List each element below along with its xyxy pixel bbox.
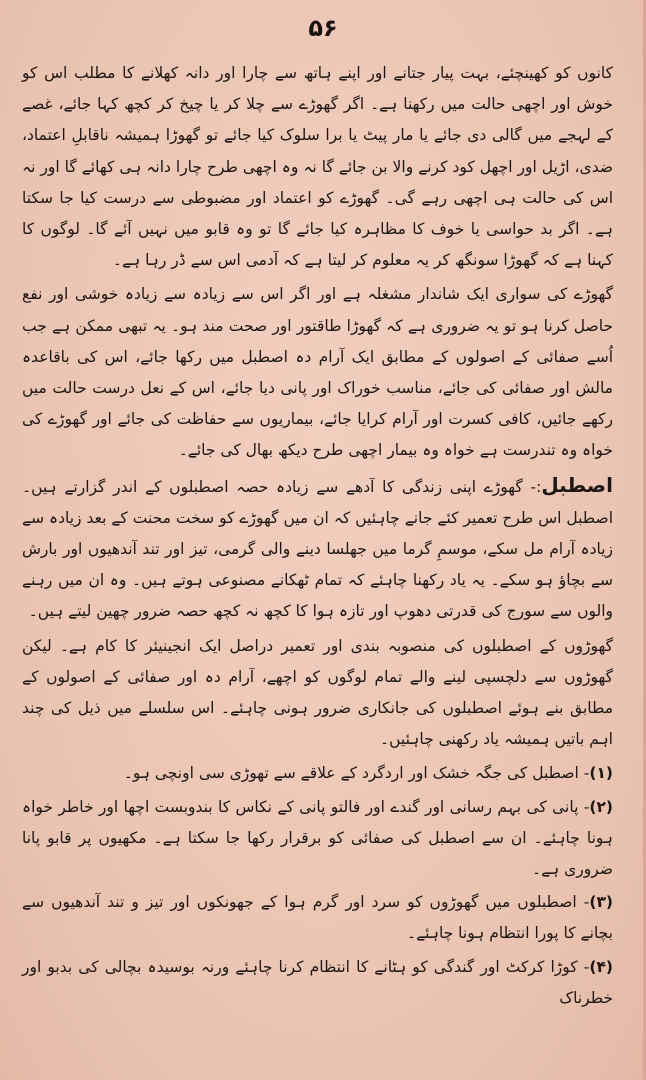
list-item-number: (۴) bbox=[589, 957, 613, 976]
body-text bbox=[22, 58, 613, 1014]
list-item-text: - پانی کی بہم رسانی اور گندے اور فالتو پانی کے نکاس کا بندوبست اچھا اور خاطر خواہ ہونا چاہئے۔ ان سے اصطبل کی صفائی کو برقرار رکھا جا سکتا ہے۔ مکھیوں پر قابو پانا ضروری ہے۔ bbox=[22, 797, 613, 879]
paragraph-1: کانوں کو کھینچئے، بہت پیار جتانے اور اپنے ہاتھ سے چارا اور دانہ کھلانے کا مطلب اس کو خوش اور اچھی حالت میں رکھنا ہے۔ اگر گھوڑے سے چلا کر یا چیخ کر کچھ کہا جائے، غصے کے لہجے میں گالی دی جائے یا مار پیٹ یا برا سلوک کیا جائے تو گھوڑا ہمیشہ ناقابلِ اعتماد، ضدی، اڑیل اور اچھل کود کرنے والا بن جائے گا نہ وہ اچھی طرح چارا دانہ ہی کھائے گا اور نہ اس کی حالت ہی اچھی رہے گی۔ گھوڑے کو اعتماد اور مضبوطی سے درست کیا جا سکتا ہے۔ اگر بد حواسی یا خوف کا مظاہرہ کیا جائے گا تو وہ قابو میں نہیں آئے گا۔ لوگوں کا کہنا ہے کہ گھوڑا سونگھ کر یہ معلوم کر لیتا ہے کہ آدمی اس سے ڈر رہا ہے۔ bbox=[22, 64, 613, 270]
list-item-1 bbox=[22, 758, 613, 789]
section-heading-stable: اصطبل bbox=[541, 472, 613, 497]
list-item-number: (۱) bbox=[589, 764, 613, 783]
paragraph-3-text: :- گھوڑے اپنی زندگی کا آدھے سے زیادہ حصہ اصطبلوں کے اندر گزارتے ہیں۔ اصطبل اس طرح تعمیر کئے جانے چاہئیں کہ ان میں گھوڑے کو سخت محنت کے بعد زیادہ سے زیادہ آرام مل سکے، موسمِ گرما میں جھلسا دینے والی گرمی، تیز اور تند آندھیوں اور بارش سے بچاؤ ہو سکے۔ یہ یاد رکھنا چاہئے کہ تمام ٹھکانے مصنوعی ہوتے ہیں۔ وہ ان میں رہنے والوں سے سورج کی قدرتی دھوپ اور تازہ ہوا کا کچھ نہ کچھ حصہ ضرور چھین لیتے ہیں۔ bbox=[22, 477, 613, 621]
list-item-number: (۳) bbox=[589, 893, 613, 912]
list-item-text: - کوڑا کرکٹ اور گندگی کو ہٹانے کا انتظام کرنا چاہئے ورنہ بوسیدہ بچالی کی بدبو اور خطرناک bbox=[22, 957, 613, 1007]
paragraph-4: گھوڑوں کے اصطبلوں کی منصوبہ بندی اور تعمیر دراصل ایک انجینیئر کا کام ہے۔ لیکن گھوڑوں سے دلچسپی لینے والے تمام لوگوں کو اچھے، آرام دہ اور صفائی کے اصولوں کے مطابق بنے ہوئے اصطبلوں کی جانکاری ضرور ہونی چاہئے۔ اس سلسلے میں ذیل کی چند اہم باتیں ہمیشہ یاد رکھنی چاہئیں۔ bbox=[22, 636, 613, 749]
paragraph-2: گھوڑے کی سواری ایک شاندار مشغلہ ہے اور اگر اس سے زیادہ سے زیادہ خوشی اور نفع حاصل کرنا ہو تو یہ ضروری ہے کہ گھوڑا طاقتور اور صحت مند ہو۔ یہ تبھی ممکن ہے جب اُسے صفائی کے اصولوں کے مطابق ایک آرام دہ اصطبل میں رکھا جائے، اس کی باقاعدہ مالش اور صفائی کی جائے، مناسب خوراک اور پانی دیا جائے، اس کے نعل درست حالت میں رکھے جائیں، کافی کسرت اور آرام کرایا جائے، بیماریوں سے حفاظت کی جائے اور گھوڑے کی خواہ وہ تندرست ہے خواہ وہ بیمار اچھی طرح دیکھ بھال کی جائے۔ bbox=[22, 285, 613, 460]
list-item-4 bbox=[22, 952, 613, 1014]
list-item-number: (۲) bbox=[589, 797, 613, 816]
page-number: ۵۶ bbox=[308, 14, 338, 42]
list-item-text: - اصطبلوں میں گھوڑوں کو سرد اور گرم ہوا کے جھونکوں اور تیز و تند آندھیوں سے بچانے کا پورا انتظام ہونا چاہئے۔ bbox=[22, 893, 613, 943]
list-item-text: - اصطبل کی جگہ خشک اور اردگرد کے علاقے سے تھوڑی سی اونچی ہو۔ bbox=[123, 764, 590, 783]
list-item-2 bbox=[22, 792, 613, 886]
paragraph-3 bbox=[22, 470, 613, 628]
list-item-3 bbox=[22, 887, 613, 949]
